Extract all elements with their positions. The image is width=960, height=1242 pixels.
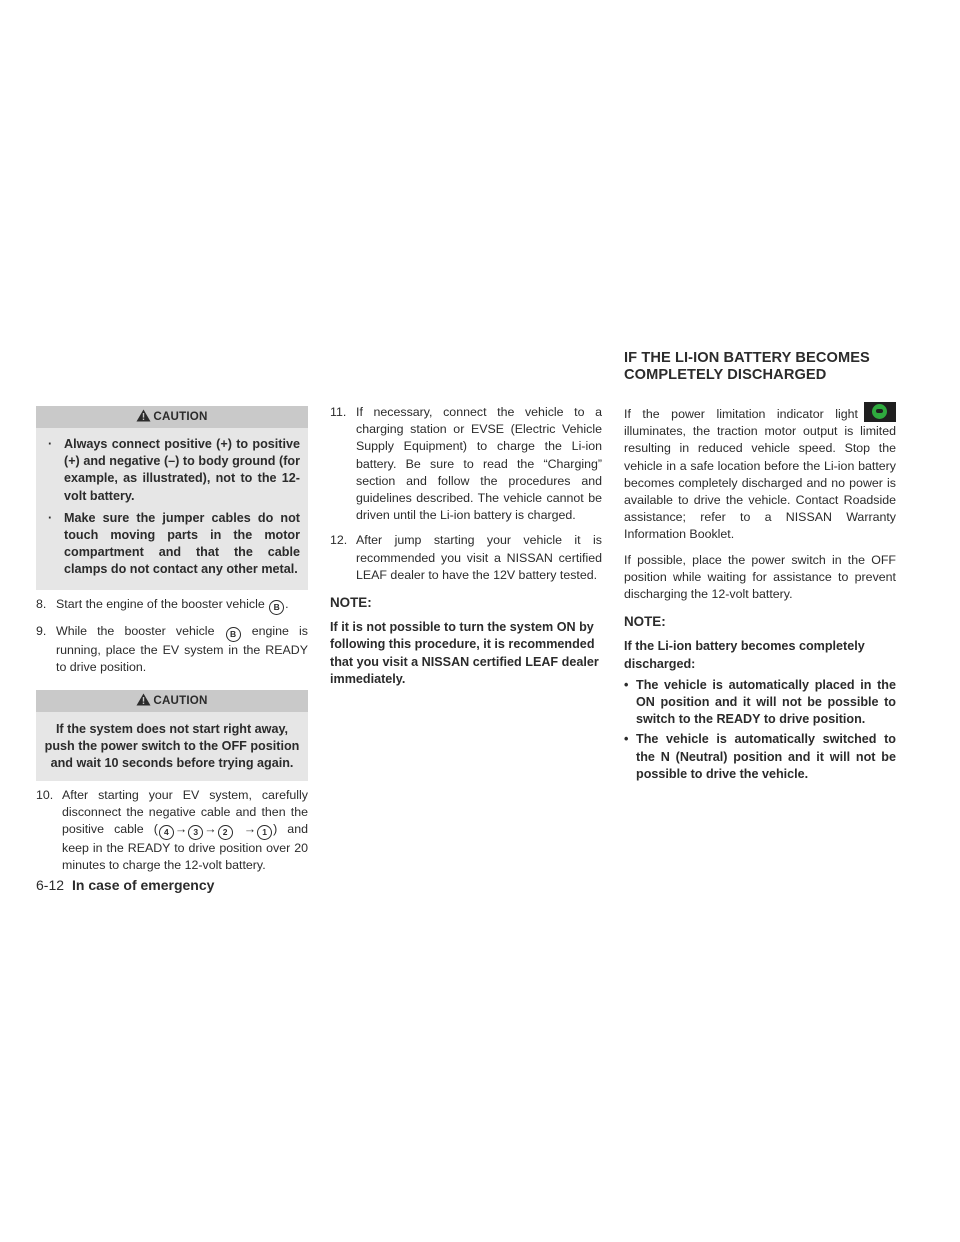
list-item <box>624 731 896 783</box>
step-text-part: While the booster vehicle <box>56 623 215 638</box>
step-text-part: ) and keep in the READY to drive position over 20 minutes to charge the 12-volt battery. <box>62 822 308 873</box>
section-heading-line: COMPLETELY DISCHARGED <box>624 367 827 383</box>
bullet-dot: • <box>624 677 629 692</box>
arrow-icon: → <box>243 822 257 837</box>
step-number: 8. <box>36 596 47 611</box>
step-8 <box>36 596 308 615</box>
turtle-lamp-icon <box>872 404 887 419</box>
step-text-part: . <box>285 596 289 611</box>
step-11 <box>330 404 602 524</box>
list-item <box>624 677 896 729</box>
page-footer <box>36 876 214 894</box>
marker-b-icon: B <box>269 600 284 615</box>
step-text: If necessary, connect the vehicle to a charging station or EVSE (Electric Vehicle Supply Equipment) to charge the Li-ion battery. Be sure to read the “Charging” section and follow the procedures and guidelines described. The vehicle cannot be driven until the Li-ion battery is charged. <box>356 405 602 523</box>
step-number: 12. <box>330 533 348 548</box>
caution-header <box>36 690 308 712</box>
step-text-part: Start the engine of the booster vehicle <box>56 596 265 611</box>
caution-text: If the system does not start right away, push the power switch to the OFF position and wait 10 seconds before trying again. <box>44 722 300 771</box>
section-heading-line: IF THE LI-ION BATTERY BECOMES <box>624 350 870 366</box>
bullet-dot: • <box>624 732 629 747</box>
chapter-title: In case of emergency <box>72 877 215 893</box>
warning-triangle-icon <box>136 408 151 430</box>
list-item-text: The vehicle is automatically placed in the ON position and it will not be possible to switch to the READY to drive position. <box>636 677 896 727</box>
step-text-part: After starting your EV system, carefully disconnect the negative cable and then the positive cable ( <box>62 787 308 837</box>
caution-box-system-start <box>36 690 308 781</box>
caution-item <box>44 510 300 579</box>
step-number: 9. <box>36 623 47 638</box>
power-limitation-indicator-icon <box>864 402 896 422</box>
paragraph-text: illuminates, the traction motor output is limited resulting in reduced vehicle speed. Stop the vehicle in a safe location before the Li-ion battery becomes completely discharged and no power is available to drive the vehicle. Contact Roadside assistance; refer to a NISSAN Warranty Information Booklet. <box>624 424 896 542</box>
caution-box-jumper-cables <box>36 406 308 590</box>
caution-label: CAUTION <box>153 410 208 423</box>
step-number: 11. <box>330 405 347 419</box>
note-intro: If the Li-ion battery becomes completely discharged: <box>624 639 865 671</box>
step-text <box>62 787 308 875</box>
column-right <box>624 402 896 786</box>
section-heading <box>624 350 914 384</box>
column-middle <box>330 404 602 688</box>
step-text: After jump starting your vehicle it is recommended you visit a NISSAN certified LEAF dealer to have the 12V battery tested. <box>356 533 602 582</box>
list-item-text: The vehicle is automatically switched to the N (Neutral) position and it will not be possible to drive the vehicle. <box>636 732 896 781</box>
marker-3-icon: 3 <box>188 825 203 840</box>
section-paragraph: If possible, place the power switch in the OFF position while waiting for assistance to prevent discharging the 12-volt battery. <box>624 552 896 602</box>
step-text <box>56 623 308 676</box>
step-text <box>56 596 308 615</box>
caution-body <box>36 428 308 590</box>
step-number: 10. <box>36 787 54 802</box>
marker-b-icon: B <box>226 627 241 642</box>
marker-4-icon: 4 <box>159 825 174 840</box>
paragraph-text: If the power limitation indicator light <box>624 407 858 421</box>
caution-label: CAUTION <box>153 694 208 708</box>
caution-item-text: Make sure the jumper cables do not touch moving parts in the motor compartment and that the cable clamps do not contact any other metal. <box>64 510 300 577</box>
step-12 <box>330 532 602 584</box>
caution-item <box>44 436 300 505</box>
step-10 <box>36 787 308 875</box>
caution-body <box>36 712 308 781</box>
section-paragraph <box>624 402 896 544</box>
note-title: NOTE: <box>624 614 666 630</box>
arrow-icon: → <box>174 822 188 837</box>
bullet-dot: · <box>48 437 53 451</box>
warning-triangle-icon <box>136 692 151 714</box>
caution-item-text: Always connect positive (+) to positive (+) and negative (–) to body ground (for example, as illustrated), not to the 12-volt battery. <box>64 437 300 503</box>
note-title: NOTE: <box>330 595 372 611</box>
marker-2-icon: 2 <box>218 825 233 840</box>
page-number: 6-12 <box>36 877 65 893</box>
marker-1-icon: 1 <box>257 825 272 840</box>
caution-header <box>36 406 308 428</box>
bullet-dot: · <box>48 510 53 525</box>
note-text: If it is not possible to turn the system ON by following this procedure, it is recommended that you visit a NISSAN certified LEAF dealer immediately. <box>330 620 599 686</box>
column-left <box>36 406 308 874</box>
step-9 <box>36 623 308 676</box>
arrow-icon: → <box>204 822 217 837</box>
step-text-part: engine is running, place the EV system in the READY to drive position. <box>56 623 308 674</box>
